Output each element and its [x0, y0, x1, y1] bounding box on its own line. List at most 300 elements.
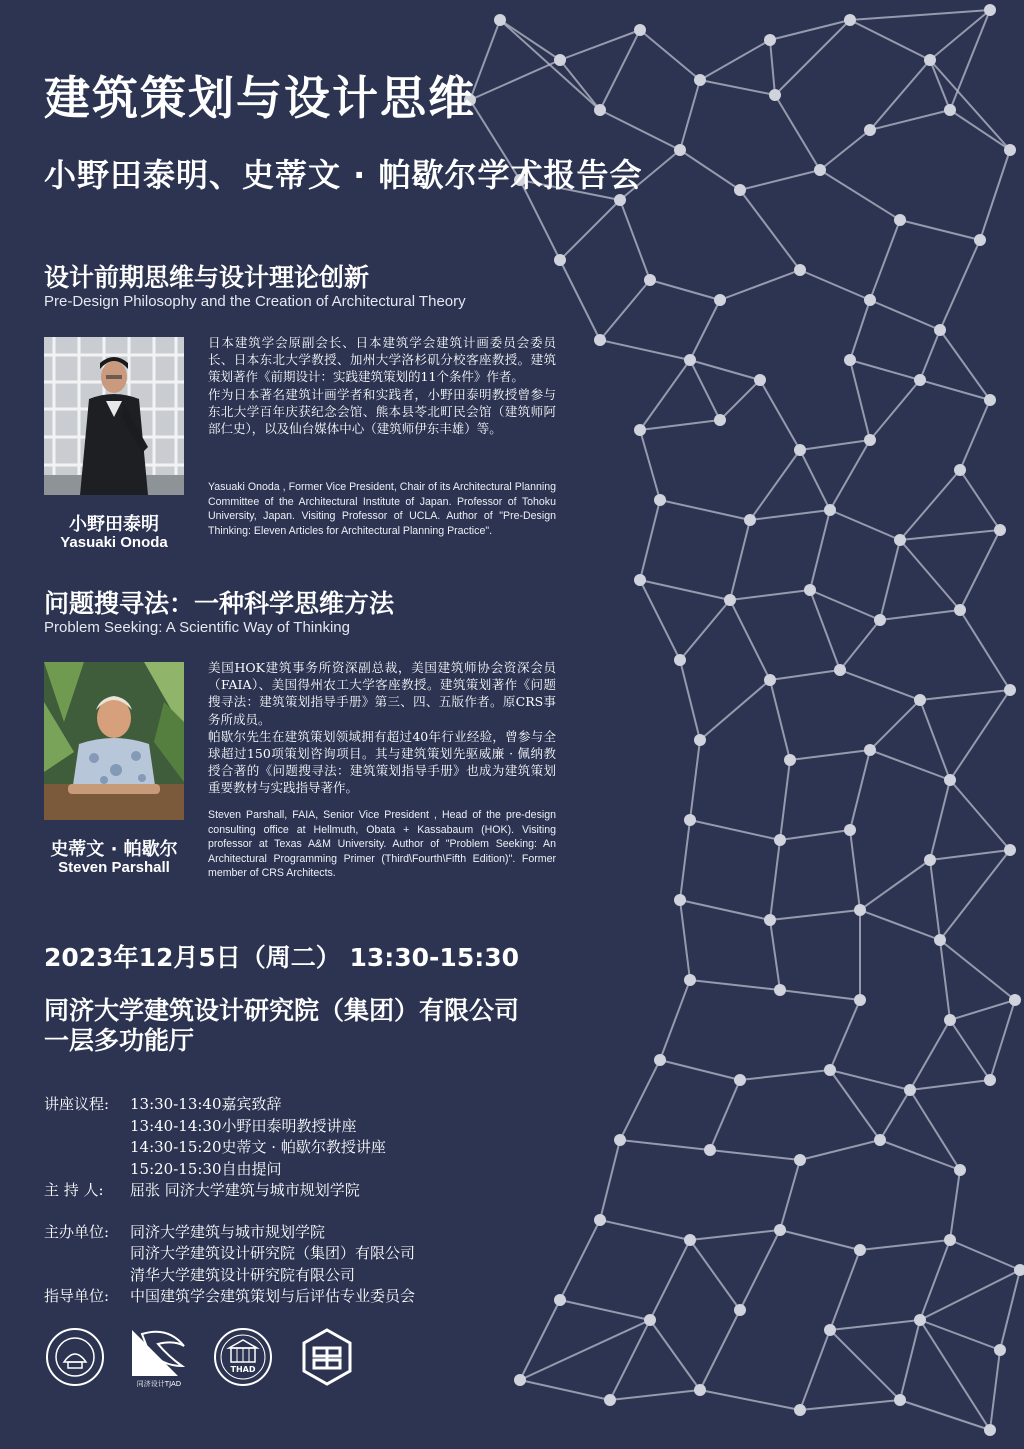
bio-en-parshall: Steven Parshall, FAIA, Senior Vice President , Head of the pre-design consulting office at Hellmuth, Obata + Kassabaum (HOK). Visiting professor at Texas A&M University. Author of "Problem Seeking: An Architectural Programming Primer (Third\Fourth\Fifth Edition)". Former member of CRS Architects.: [208, 809, 556, 880]
network-line: [560, 200, 620, 260]
network-line: [1000, 1270, 1020, 1350]
section-1-title-cn: 设计前期思维与设计理论创新: [44, 263, 370, 292]
network-line: [690, 1230, 780, 1240]
network-line: [850, 830, 860, 910]
network-node: [654, 1054, 666, 1066]
network-line: [960, 400, 990, 470]
network-line: [690, 360, 720, 420]
network-node: [594, 1214, 606, 1226]
bio-en-onoda: Yasuaki Onoda , Former Vice President, Chair of its Architectural Planning Committee of the Architectural Institute of Japan. Professor of Tohoku University, Japan. Visiting Professor of UCLA. Author of "Pre-Design Thinking: Eleven Articles for Architectural Planning Practice".: [208, 481, 556, 537]
network-node: [734, 1304, 746, 1316]
network-line: [940, 940, 1015, 1000]
network-node: [764, 34, 776, 46]
network-line: [560, 1300, 650, 1320]
network-line: [720, 380, 760, 420]
network-line: [850, 360, 920, 380]
network-node: [794, 444, 806, 456]
network-line: [940, 330, 990, 400]
network-line: [770, 910, 860, 920]
network-line: [780, 760, 790, 840]
network-node: [914, 374, 926, 386]
network-line: [810, 510, 830, 590]
network-line: [800, 270, 870, 300]
network-node: [684, 1234, 696, 1246]
network-node: [494, 14, 506, 26]
network-node: [984, 1074, 996, 1086]
network-node: [914, 1314, 926, 1326]
network-node: [754, 374, 766, 386]
section-2-title-en: Problem Seeking: A Scientific Way of Thinking: [44, 619, 350, 636]
network-node: [954, 604, 966, 616]
network-line: [680, 80, 700, 150]
network-line: [850, 20, 930, 60]
network-node: [1014, 1264, 1024, 1276]
network-node: [844, 14, 856, 26]
network-line: [930, 860, 940, 940]
network-line: [720, 270, 800, 300]
network-line: [730, 590, 810, 600]
network-node: [684, 814, 696, 826]
speaker-name-en-parshall: Steven Parshall: [58, 859, 170, 876]
network-node: [824, 1064, 836, 1076]
asc-logo: [296, 1326, 358, 1388]
organizer-row: [44, 1243, 415, 1265]
network-line: [700, 80, 775, 95]
agenda-row: [44, 1094, 415, 1116]
organizer-item: 同济大学建筑与城市规划学院: [130, 1222, 326, 1241]
network-line: [830, 1000, 860, 1070]
network-line: [780, 990, 860, 1000]
network-line: [775, 95, 820, 170]
network-node: [954, 1164, 966, 1176]
network-node: [734, 1074, 746, 1086]
network-line: [690, 820, 780, 840]
network-node: [944, 1014, 956, 1026]
network-line: [690, 740, 700, 820]
network-node: [934, 324, 946, 336]
network-node: [744, 514, 756, 526]
network-node: [794, 1154, 806, 1166]
network-line: [960, 470, 1000, 530]
network-line: [600, 1220, 690, 1240]
network-node: [774, 834, 786, 846]
network-node: [984, 394, 996, 406]
organizer-item: 清华大学建筑设计研究院有限公司: [130, 1265, 356, 1284]
organizer-row: [44, 1222, 415, 1244]
network-line: [950, 1000, 1015, 1020]
network-node: [769, 89, 781, 101]
network-node: [794, 1404, 806, 1416]
network-node: [704, 1144, 716, 1156]
agenda-label: 讲座议程:: [44, 1095, 110, 1113]
network-line: [770, 20, 850, 40]
network-node: [694, 74, 706, 86]
network-line: [640, 420, 720, 430]
network-line: [840, 620, 880, 670]
network-line: [930, 60, 1010, 150]
network-line: [950, 780, 1010, 850]
network-line: [950, 690, 1010, 780]
network-node: [594, 104, 606, 116]
network-line: [775, 20, 850, 95]
network-node: [774, 1224, 786, 1236]
network-line: [730, 520, 750, 600]
network-node: [864, 124, 876, 136]
network-line: [950, 1020, 990, 1080]
network-line: [910, 1080, 990, 1090]
network-node: [514, 1374, 526, 1386]
network-line: [690, 360, 760, 380]
network-line: [620, 1060, 660, 1140]
network-node: [604, 1394, 616, 1406]
network-line: [860, 1240, 950, 1250]
network-node: [864, 294, 876, 306]
network-line: [940, 940, 950, 1020]
network-line: [680, 600, 730, 660]
network-line: [680, 660, 700, 740]
tongji-university-seal: [44, 1326, 106, 1388]
network-line: [820, 170, 900, 220]
poster-title: 建筑策划与设计思维: [44, 71, 476, 125]
network-line: [640, 430, 660, 500]
network-node: [924, 54, 936, 66]
network-line: [830, 510, 900, 540]
network-node: [634, 574, 646, 586]
network-node: [554, 54, 566, 66]
network-node: [854, 904, 866, 916]
network-node: [614, 1134, 626, 1146]
network-line: [960, 530, 1000, 610]
guide-row: [44, 1286, 415, 1308]
network-node: [1009, 994, 1021, 1006]
network-line: [910, 1020, 950, 1090]
network-line: [680, 820, 690, 900]
network-line: [870, 700, 920, 750]
network-node: [674, 144, 686, 156]
network-line: [750, 450, 800, 520]
network-line: [880, 610, 960, 620]
network-node: [684, 354, 696, 366]
network-node: [864, 744, 876, 756]
agenda-block: [44, 1094, 415, 1308]
network-line: [600, 280, 650, 340]
organizer-row: [44, 1265, 415, 1287]
event-datetime: 2023年12月5日（周二） 13:30-15:30: [44, 943, 520, 972]
network-node: [824, 504, 836, 516]
network-node: [784, 754, 796, 766]
network-line: [830, 1330, 900, 1400]
agenda-item: 14:30-15:20史蒂文 · 帕歇尔教授讲座: [130, 1138, 386, 1156]
network-line: [900, 1400, 990, 1430]
network-line: [900, 1320, 920, 1400]
network-line: [870, 60, 930, 130]
host-row: [44, 1180, 415, 1202]
network-node: [894, 534, 906, 546]
network-line: [930, 850, 1010, 860]
network-node: [684, 974, 696, 986]
agenda-item: 13:30-13:40嘉宾致辞: [130, 1095, 282, 1113]
network-line: [950, 10, 990, 110]
network-line: [920, 1320, 1000, 1350]
network-node: [844, 824, 856, 836]
network-node: [944, 104, 956, 116]
network-line: [780, 830, 850, 840]
network-line: [930, 780, 950, 860]
network-node: [654, 494, 666, 506]
network-line: [700, 680, 770, 740]
network-line: [880, 540, 900, 620]
agenda-item: 13:40-14:30小野田泰明教授讲座: [130, 1116, 357, 1135]
network-line: [660, 500, 750, 520]
network-node: [994, 524, 1006, 536]
network-line: [800, 1330, 830, 1410]
network-node: [714, 294, 726, 306]
network-node: [634, 424, 646, 436]
logo-row: [44, 1326, 358, 1388]
network-node: [944, 774, 956, 786]
network-line: [700, 1390, 800, 1410]
network-node: [874, 1134, 886, 1146]
tjad-logo-text: 同济设计TJAD: [136, 1380, 182, 1388]
network-line: [960, 610, 1010, 690]
speaker-name-cn-parshall: 史蒂文 · 帕歇尔: [50, 839, 178, 860]
network-line: [850, 750, 870, 830]
speaker-photo-onoda: [44, 337, 184, 495]
network-node: [644, 274, 656, 286]
network-node: [824, 1324, 836, 1336]
network-line: [700, 40, 770, 80]
network-line: [560, 260, 600, 340]
network-line: [860, 910, 940, 940]
network-line: [600, 1140, 620, 1220]
network-node: [844, 354, 856, 366]
network-line: [560, 1220, 600, 1300]
network-node: [1004, 684, 1016, 696]
network-node: [644, 1314, 656, 1326]
network-line: [800, 440, 870, 450]
network-line: [920, 1320, 990, 1430]
network-node: [854, 994, 866, 1006]
network-line: [930, 60, 950, 110]
network-line: [920, 700, 950, 780]
network-line: [870, 220, 900, 300]
network-line: [700, 1310, 740, 1390]
network-line: [770, 680, 790, 760]
host-label: 主 持 人:: [44, 1181, 104, 1199]
network-line: [900, 220, 980, 240]
network-node: [944, 1234, 956, 1246]
network-line: [780, 1160, 800, 1230]
agenda-row: [44, 1116, 415, 1138]
network-node: [674, 654, 686, 666]
network-line: [950, 1170, 960, 1240]
network-line: [940, 850, 1010, 940]
network-line: [730, 600, 770, 680]
network-line: [750, 510, 830, 520]
network-line: [690, 1240, 740, 1310]
network-line: [880, 1140, 960, 1170]
network-node: [764, 674, 776, 686]
network-line: [560, 60, 600, 110]
network-line: [770, 920, 780, 990]
network-node: [764, 914, 776, 926]
network-line: [990, 1350, 1000, 1430]
network-line: [710, 1150, 800, 1160]
network-node: [894, 214, 906, 226]
guide-value: 中国建筑学会建筑策划与后评估专业委员会: [130, 1287, 416, 1305]
network-line: [600, 110, 680, 150]
network-node: [1004, 144, 1016, 156]
network-line: [840, 670, 920, 700]
guide-label: 指导单位:: [44, 1287, 110, 1305]
network-node: [734, 184, 746, 196]
network-line: [940, 240, 980, 330]
thad-logo: [212, 1326, 274, 1388]
network-node: [934, 934, 946, 946]
network-line: [740, 190, 800, 270]
network-line: [770, 840, 780, 920]
network-line: [920, 330, 940, 380]
network-line: [870, 110, 950, 130]
network-node: [634, 24, 646, 36]
network-line: [870, 300, 940, 330]
network-line: [820, 130, 870, 170]
network-node: [854, 1244, 866, 1256]
thad-logo-text: THAD: [230, 1365, 256, 1374]
network-line: [880, 1090, 910, 1140]
network-line: [850, 300, 870, 360]
network-line: [800, 1400, 900, 1410]
host-value: 屈张 同济大学建筑与城市规划学院: [130, 1181, 360, 1199]
network-line: [900, 530, 1000, 540]
network-line: [740, 1230, 780, 1310]
network-line: [650, 280, 720, 300]
network-line: [770, 670, 840, 680]
speaker-photo-parshall: [44, 662, 184, 820]
network-line: [770, 40, 775, 95]
network-line: [680, 900, 690, 980]
network-node: [914, 694, 926, 706]
network-line: [640, 360, 690, 430]
network-line: [610, 1390, 700, 1400]
network-node: [804, 584, 816, 596]
network-line: [520, 1320, 650, 1380]
network-line: [830, 440, 870, 510]
network-node: [994, 1344, 1006, 1356]
network-node: [894, 1394, 906, 1406]
network-line: [520, 1380, 610, 1400]
network-line: [640, 580, 680, 660]
network-node: [724, 594, 736, 606]
network-line: [920, 380, 990, 400]
network-line: [900, 540, 960, 610]
network-line: [980, 150, 1010, 240]
network-line: [710, 1080, 740, 1150]
poster-subtitle: 小野田泰明、史蒂文 · 帕歇尔学术报告会: [44, 156, 643, 194]
network-line: [990, 1000, 1015, 1080]
network-node: [974, 234, 986, 246]
network-node: [924, 854, 936, 866]
network-node: [984, 1424, 996, 1436]
network-node: [674, 894, 686, 906]
network-node: [554, 254, 566, 266]
network-node: [984, 4, 996, 16]
network-line: [800, 1140, 880, 1160]
network-line: [660, 980, 690, 1060]
network-node: [814, 164, 826, 176]
network-line: [780, 1230, 860, 1250]
organizer-label: 主办单位:: [44, 1222, 110, 1241]
network-node: [794, 264, 806, 276]
network-node: [714, 414, 726, 426]
network-line: [790, 750, 870, 760]
section-2-title-cn: 问题搜寻法：一种科学思维方法: [44, 589, 395, 618]
network-line: [850, 10, 990, 20]
network-node: [774, 984, 786, 996]
network-node: [864, 434, 876, 446]
network-line: [830, 1250, 860, 1330]
network-line: [640, 500, 660, 580]
tjad-logo: [128, 1326, 190, 1388]
network-line: [850, 360, 870, 440]
network-node: [594, 334, 606, 346]
network-line: [680, 150, 740, 190]
organizer-item: 同济大学建筑设计研究院（集团）有限公司: [130, 1244, 416, 1262]
network-line: [680, 900, 770, 920]
agenda-row: [44, 1159, 415, 1181]
network-line: [650, 1320, 700, 1390]
network-line: [950, 1240, 1020, 1270]
section-1-title-en: Pre-Design Philosophy and the Creation of Architectural Theory: [44, 293, 466, 310]
agenda-row: [44, 1137, 415, 1159]
speaker-name-en-onoda: Yasuaki Onoda: [60, 534, 168, 551]
network-node: [554, 1294, 566, 1306]
network-line: [860, 860, 930, 910]
network-line: [800, 450, 830, 510]
network-line: [870, 380, 920, 440]
network-line: [650, 1240, 690, 1320]
network-line: [690, 300, 720, 360]
network-line: [740, 1070, 830, 1080]
speaker-name-cn-onoda: 小野田泰明: [69, 514, 159, 535]
network-line: [870, 750, 950, 780]
network-line: [760, 380, 800, 450]
network-line: [640, 580, 730, 600]
network-line: [600, 340, 690, 360]
network-node: [954, 464, 966, 476]
network-line: [640, 30, 700, 80]
network-line: [500, 20, 560, 60]
network-line: [620, 200, 650, 280]
network-node: [904, 1084, 916, 1096]
network-line: [620, 1140, 710, 1150]
network-node: [694, 734, 706, 746]
network-line: [900, 470, 960, 540]
network-node: [1004, 844, 1016, 856]
network-node: [694, 1384, 706, 1396]
network-line: [830, 1320, 920, 1330]
network-node: [874, 614, 886, 626]
network-node: [834, 664, 846, 676]
network-line: [910, 1090, 960, 1170]
bio-cn-onoda: 日本建筑学会原副会长、日本建筑学会建筑计画委员会委员长、日本东北大学教授、加州大学洛杉矶分校客座教授。建筑策划著作《前期设计：实践建筑策划的11个条件》作者。 作为日本著名建筑计画学者和实践者，小野田泰明教授曾参与东北大学百年庆获纪念会馆、熊本县苓北町民会馆（建筑师阿部仁史），以及仙台媒体中心（建筑师伊东丰雄）等。: [208, 335, 556, 437]
event-venue: 同济大学建筑设计研究院（集团）有限公司 一层多功能厅: [44, 996, 520, 1055]
network-line: [520, 1300, 560, 1380]
network-line: [740, 170, 820, 190]
network-line: [690, 980, 780, 990]
agenda-item: 15:20-15:30自由提问: [130, 1159, 282, 1178]
bio-cn-parshall: 美国HOK建筑事务所资深副总裁，美国建筑师协会资深会员（FAIA）、美国得州农工大学客座教授。建筑策划著作《问题搜寻法：建筑策划指导手册》第三、四、五版作者。原CRS事务所成员。 帕歇尔先生在建筑策划领域拥有超过40年行业经验，曾参与全球超过150项策划咨询项目。其与建筑策划先驱威廉 · 佩纳教授合著的《问题搜寻法：建筑策划指导手册》也成为建筑策划重要教材与实践指导著作。: [208, 660, 556, 796]
